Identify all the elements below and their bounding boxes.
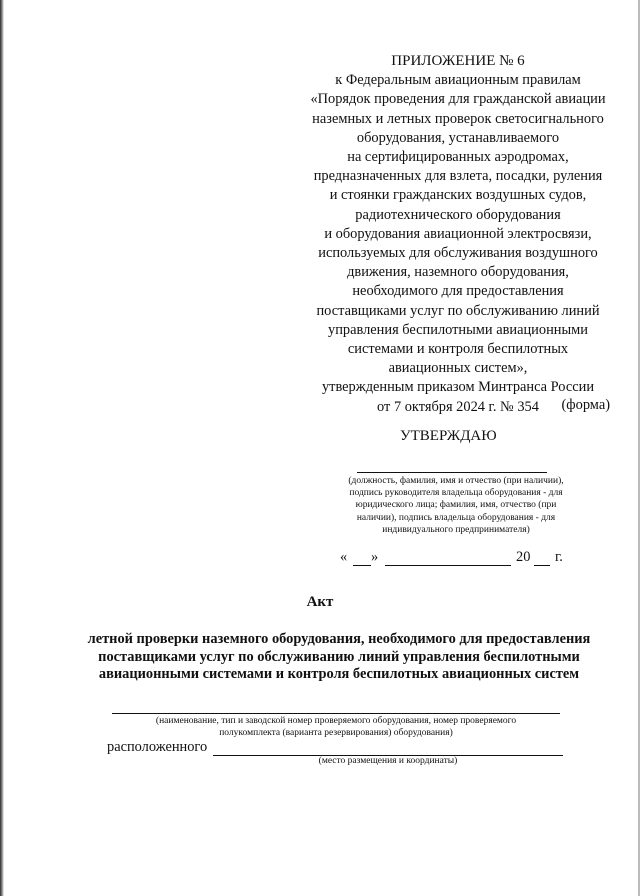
appendix-line: наземных и летных проверок светосигнального: [312, 110, 604, 127]
signature-caption-line: подпись руководителя владельца оборудования - для: [349, 488, 563, 499]
appendix-heading: ПРИЛОЖЕНИЕ № 6: [391, 53, 525, 69]
appendix-line: к Федеральным авиационным правилам: [335, 72, 581, 89]
location-label: расположенного: [107, 739, 208, 755]
act-subtitle-line: авиационными системами и контроля беспилотных авиационных систем: [98, 666, 580, 683]
approval-title: УТВЕРЖДАЮ: [400, 428, 497, 444]
appendix-line: движения, наземного оборудования,: [347, 264, 569, 281]
signature-caption: [322, 475, 590, 536]
signature-caption-line: наличии), подпись владельца оборудования - для: [356, 512, 556, 523]
date-year-blank[interactable]: [534, 565, 550, 566]
act-subtitle-line: летной проверки наземного оборудования, необходимого для предоставления: [87, 631, 591, 647]
date-close-quote: »: [371, 549, 379, 565]
signature-line[interactable]: [357, 472, 547, 473]
appendix-block: [300, 52, 616, 417]
date-year-prefix: 20: [516, 549, 531, 565]
appendix-line: системами и контроля беспилотных: [347, 341, 569, 358]
appendix-line: от 7 октября 2024 г. № 354: [377, 398, 539, 415]
date-year-suffix: г.: [555, 549, 563, 565]
appendix-line: утвержденным приказом Минтранса России: [321, 379, 595, 396]
scan-edge-shadow: [0, 0, 4, 896]
signature-caption-line: юридического лица; фамилия, имя, отчество (при: [355, 500, 557, 511]
appendix-line: поставщиками услуг по обслуживанию линий: [316, 302, 600, 319]
appendix-line: используемых для обслуживания воздушного: [318, 245, 598, 262]
equipment-caption: [112, 715, 560, 739]
signature-caption-line: индивидуального предпринимателя): [382, 524, 530, 535]
date-month-blank[interactable]: [385, 565, 511, 566]
appendix-line: необходимого для предоставления: [352, 283, 564, 300]
appendix-line: на сертифицированных аэродромах,: [347, 149, 569, 166]
appendix-line: и оборудования авиационной электросвязи,: [324, 225, 592, 242]
equipment-blank-line[interactable]: [112, 713, 560, 714]
act-subtitle-line: поставщиками услуг по обслуживанию линий управления беспилотными: [98, 648, 580, 665]
signature-caption-line: (должность, фамилия, имя и отчество (при наличии),: [348, 476, 564, 486]
date-day-blank[interactable]: [353, 565, 371, 566]
form-label: (форма): [561, 397, 610, 413]
appendix-line: авиационных систем»,: [388, 360, 528, 377]
appendix-line: предназначенных для взлета, посадки, руления: [313, 168, 603, 185]
appendix-line: управления беспилотными авиационными: [328, 321, 588, 338]
act-title: Акт: [306, 594, 334, 610]
appendix-line: оборудования, устанавливаемого: [356, 129, 560, 146]
equipment-caption-line: (наименование, тип и заводской номер проверяемого оборудования, номер проверяемого: [155, 716, 517, 726]
appendix-line: «Порядок проведения для гражданской авиации: [310, 91, 606, 108]
appendix-line: и стоянки гражданских воздушных судов,: [329, 187, 587, 204]
location-caption: (место размещения и координаты): [318, 756, 458, 766]
appendix-line: радиотехнического оборудования: [355, 206, 561, 223]
equipment-caption-line: полукомплекта (варианта резервирования) оборудования): [219, 728, 453, 739]
act-subtitle: [74, 631, 604, 684]
date-open-quote: «: [340, 549, 348, 565]
